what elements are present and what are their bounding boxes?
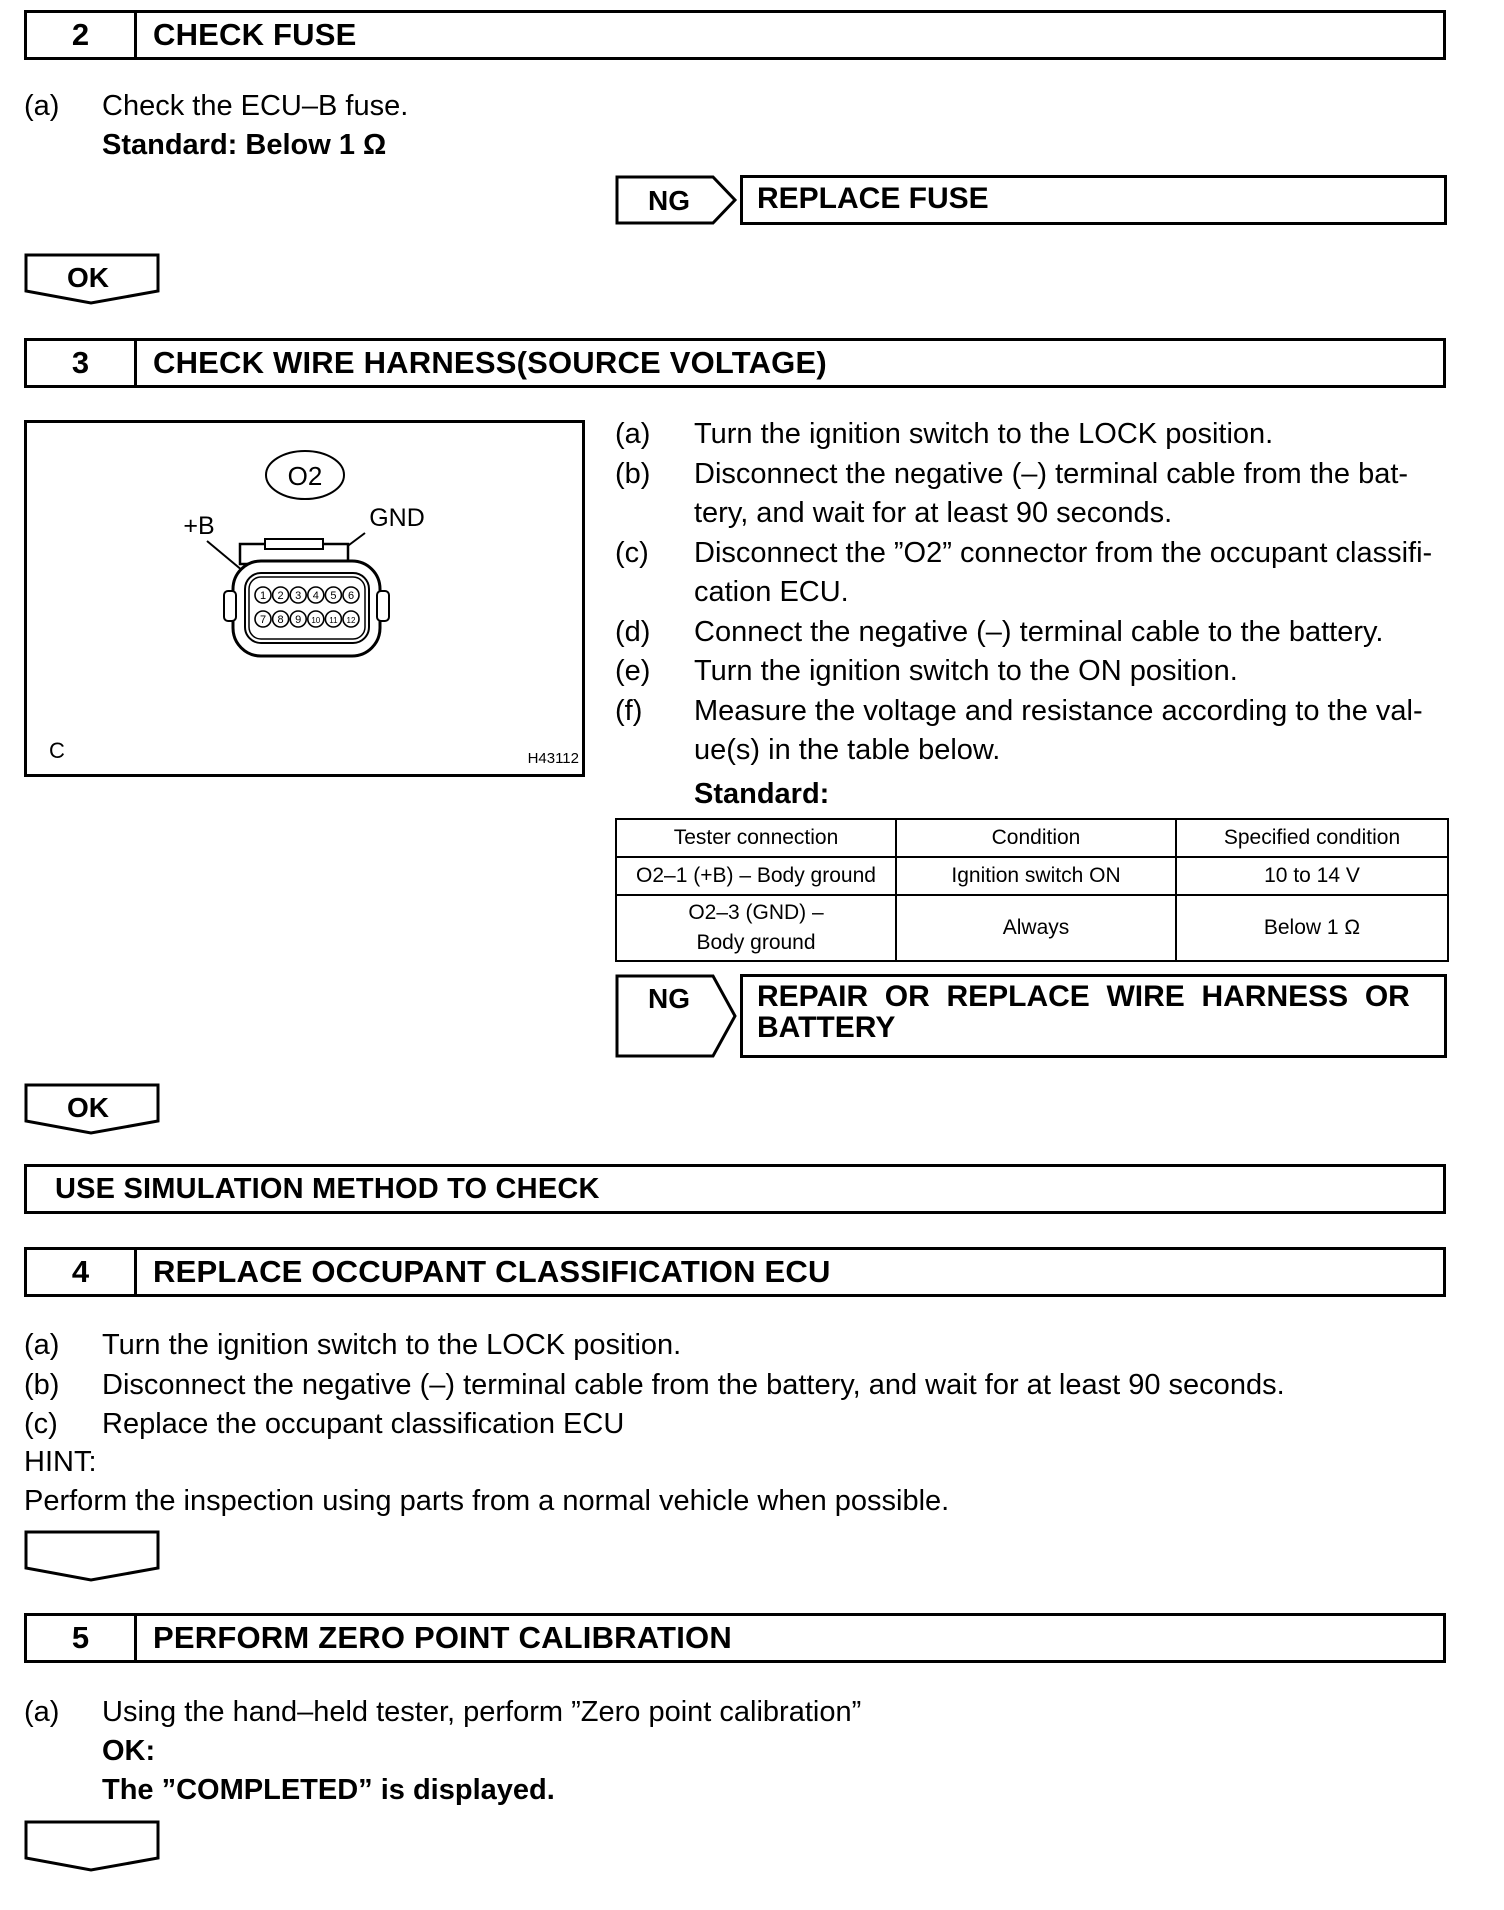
ng-result-line: REPAIR OR REPLACE WIRE HARNESS OR (757, 980, 1410, 1013)
table-cell: O2–1 (+B) – Body ground (616, 857, 896, 895)
item-label: (f) (615, 694, 643, 727)
item-label: (a) (24, 1329, 60, 1361)
item-label: (d) (615, 615, 651, 648)
table-cell-line: Body ground (696, 931, 816, 954)
connector-pin-number: 3 (295, 590, 302, 602)
step-number: 2 (27, 13, 137, 57)
step-title: CHECK FUSE (153, 17, 357, 52)
step-5-header (24, 1613, 1446, 1663)
ok-label: OK (67, 262, 109, 293)
continue-arrow (24, 1530, 160, 1582)
item-text: Using the hand–held tester, perform ”Zero point calibration” (102, 1696, 862, 1728)
table-cell (616, 895, 896, 961)
item-text-line: cation ECU. (694, 576, 849, 608)
step-3-header (24, 338, 1446, 388)
simulation-box (24, 1164, 1446, 1214)
step-number: 4 (27, 1250, 137, 1294)
table-header-row (616, 819, 1448, 857)
item-text-line: tery, and wait for at least 90 seconds. (694, 497, 1173, 529)
ok-arrow (24, 253, 160, 305)
item-label: (a) (24, 90, 60, 122)
continue-arrow (24, 1820, 160, 1872)
standard-table (615, 818, 1449, 962)
connector-pin-number: 12 (346, 616, 356, 625)
connector-pin-number: 1 (259, 590, 267, 602)
ng-result-box (740, 974, 1447, 1058)
connector-pin-number: 5 (330, 590, 337, 602)
step-title: CHECK WIRE HARNESS(SOURCE VOLTAGE) (153, 345, 827, 380)
item-text-line: Disconnect the ”O2” connector from the occupant classifi- (694, 536, 1433, 569)
ok-criteria-label: OK: (102, 1735, 156, 1767)
step-4-header (24, 1247, 1446, 1297)
table-cell: 10 to 14 V (1176, 857, 1448, 895)
connector-pin-number: 7 (259, 614, 267, 626)
item-label: (b) (24, 1368, 60, 1401)
ng-arrow (615, 974, 739, 1058)
connector-pin-number: 6 (347, 590, 355, 602)
step-2-header (24, 10, 1446, 60)
simulation-text: USE SIMULATION METHOD TO CHECK (55, 1173, 600, 1205)
table-cell: Always (896, 895, 1176, 961)
item-text-line: Connect the negative (–) terminal cable to the battery. (694, 615, 1384, 648)
table-header: Condition (896, 819, 1176, 857)
ng-label: NG (648, 983, 690, 1014)
ok-label: OK (67, 1092, 109, 1123)
table-cell: Ignition switch ON (896, 857, 1176, 895)
table-cell: Below 1 Ω (1176, 895, 1448, 961)
figure-corner-label: C (49, 738, 65, 763)
item-text-line: Measure the voltage and resistance according to the val- (694, 694, 1423, 727)
table-header: Specified condition (1176, 819, 1448, 857)
ng-result-line: BATTERY (757, 1011, 896, 1044)
item-label: (e) (615, 655, 651, 687)
connector-pin-number: 2 (277, 590, 284, 602)
ok-criteria-text: The ”COMPLETED” is displayed. (102, 1774, 555, 1806)
step-title: REPLACE OCCUPANT CLASSIFICATION ECU (153, 1254, 831, 1289)
item-text-line: Turn the ignition switch to the ON position. (694, 655, 1238, 687)
item-text: Check the ECU–B fuse. (102, 90, 409, 122)
step-number: 3 (27, 341, 137, 385)
connector-pin-number: 4 (312, 590, 319, 602)
connector-diagram (27, 423, 582, 774)
figure-id: H43112 (527, 750, 579, 767)
gnd-label: GND (369, 504, 425, 532)
ng-label: NG (648, 185, 690, 216)
item-label: (a) (24, 1696, 60, 1728)
item-label: (c) (615, 536, 649, 569)
plus-b-label: +B (183, 512, 215, 540)
ok-arrow (24, 1083, 160, 1135)
table-row (616, 895, 1448, 961)
item-text: Replace the occupant classification ECU (102, 1408, 625, 1440)
table-row (616, 857, 1448, 895)
step-title: PERFORM ZERO POINT CALIBRATION (153, 1620, 732, 1655)
connector-figure (24, 420, 585, 777)
ng-result-box (740, 175, 1447, 225)
ng-result-text: REPLACE FUSE (757, 182, 989, 215)
hint-text: Perform the inspection using parts from a normal vehicle when possible. (24, 1485, 950, 1517)
connector-pin-number: 9 (295, 614, 302, 626)
item-text: Disconnect the negative (–) terminal cable from the battery, and wait for at least 90 seconds. (102, 1368, 1285, 1401)
standard-text: Standard: Below 1 Ω (102, 129, 387, 161)
item-label: (a) (615, 418, 651, 450)
connector-name: O2 (287, 461, 323, 491)
item-text-line: Disconnect the negative (–) terminal cable from the bat- (694, 457, 1409, 490)
connector-pin-number: 10 (311, 616, 321, 625)
item-text-line: Turn the ignition switch to the LOCK position. (694, 418, 1274, 450)
item-text-line: ue(s) in the table below. (694, 734, 1001, 766)
table-cell-line: O2–3 (GND) – (688, 901, 824, 924)
table-header: Tester connection (616, 819, 896, 857)
item-text: Turn the ignition switch to the LOCK position. (102, 1329, 682, 1361)
connector-pin-number: 11 (329, 616, 338, 625)
item-label: (c) (24, 1408, 58, 1440)
standard-label: Standard: (694, 778, 830, 810)
ng-arrow (615, 175, 739, 225)
item-label: (b) (615, 457, 651, 490)
step-number: 5 (27, 1616, 137, 1660)
connector-pin-number: 8 (277, 614, 284, 626)
hint-label: HINT: (24, 1446, 97, 1478)
